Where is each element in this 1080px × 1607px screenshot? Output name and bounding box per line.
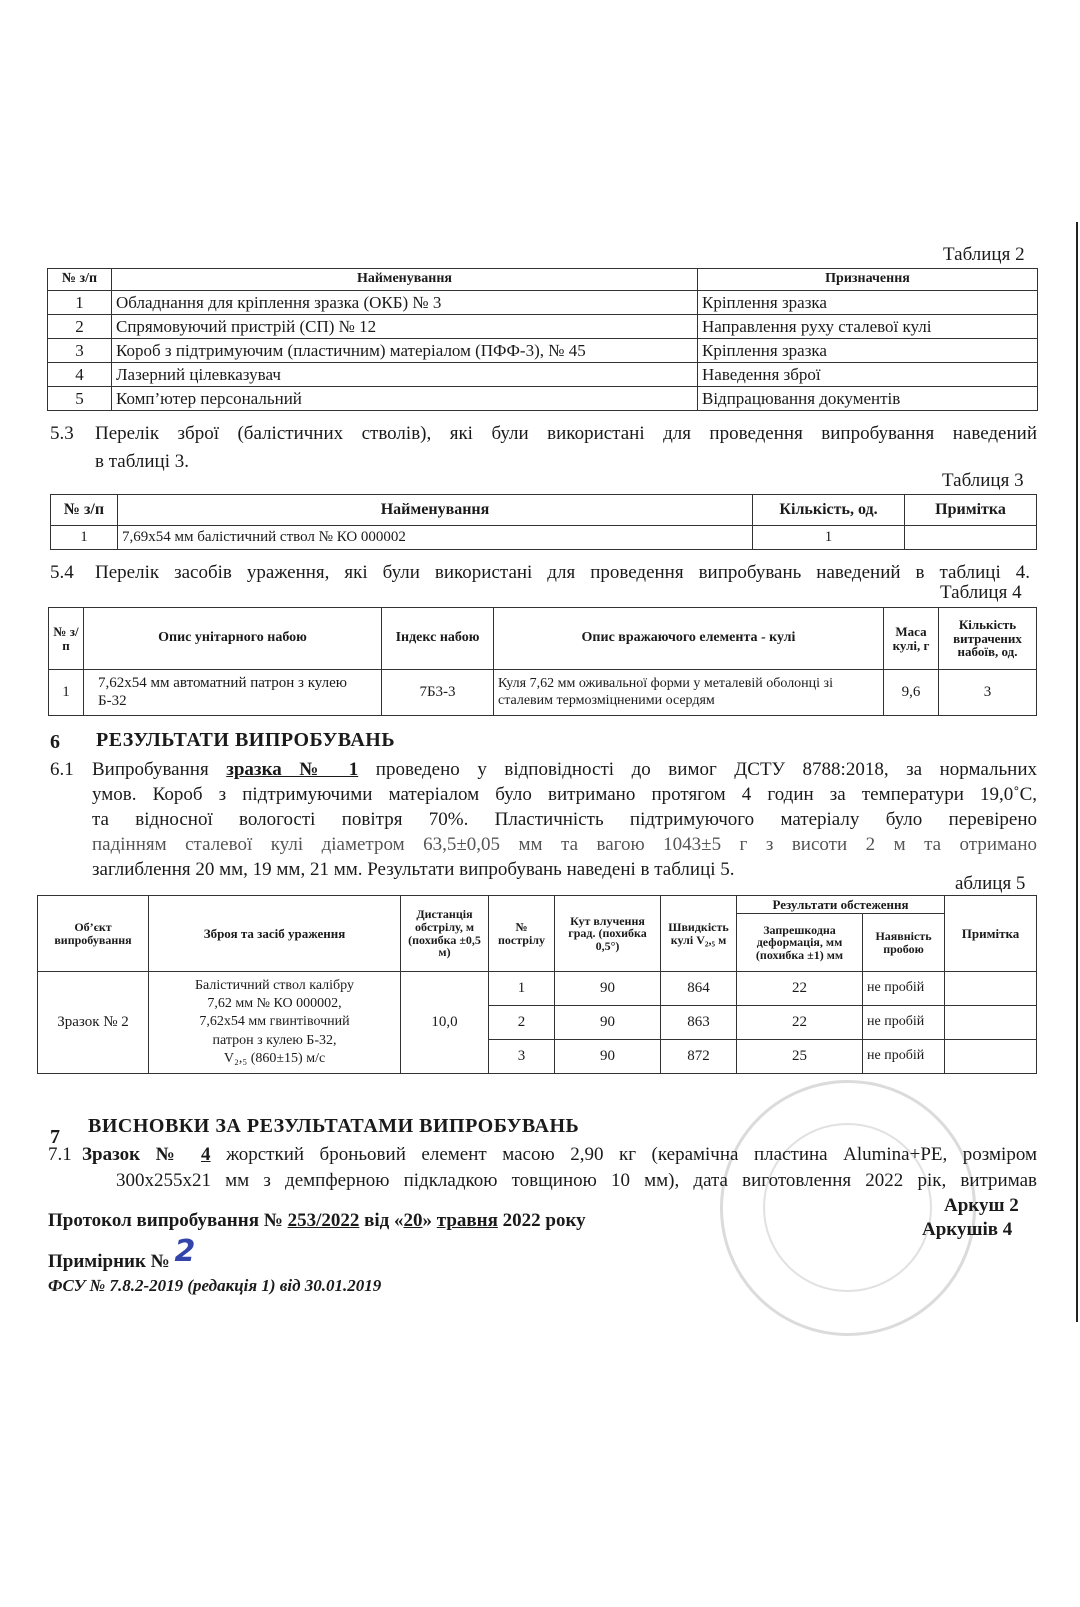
- protocol-day: 20: [403, 1210, 423, 1231]
- p61-number: 6.1: [50, 759, 74, 780]
- table4-caption: Таблиця 4: [940, 582, 1022, 603]
- p53-line1: Перелік зброї (балістичних стволів), які були використані для проведення випробування наведений: [95, 423, 1037, 444]
- p71-sample: Зразок №: [82, 1144, 202, 1165]
- table-cell: 3: [489, 1040, 555, 1074]
- table3-header-note: Примітка: [905, 495, 1037, 526]
- table-cell: 864: [661, 972, 737, 1006]
- table3-header-name: Найменування: [118, 495, 753, 526]
- table-cell: 2: [489, 1006, 555, 1040]
- p71-line1-rest: жорсткий броньовий елемент масою 2,90 кг (керамічна пластина Alumina+PE, розміром: [210, 1144, 1037, 1165]
- table-cell: не пробій: [863, 1040, 945, 1074]
- protocol-from: від «: [359, 1210, 404, 1231]
- table-cell: Короб з підтримуючим (пластичним) матеріалом (ПФФ-3), № 45: [112, 339, 698, 363]
- table-cell: 4: [48, 363, 112, 387]
- table4: [48, 607, 1037, 716]
- protocol-quote: »: [422, 1210, 437, 1231]
- table5-header-angle: Кут влучення град. (похибка 0,5°): [555, 896, 661, 972]
- p71-line1: [82, 1142, 1037, 1167]
- table-cell: 1: [49, 670, 84, 716]
- p53-number: 5.3: [50, 423, 74, 444]
- table5-header-results: Результати обстеження: [737, 896, 945, 914]
- table4-header-num: № з/п: [49, 608, 84, 670]
- sheet-number: Аркуш 2: [944, 1195, 1019, 1216]
- table-cell: Куля 7,62 мм оживальної форми у металевій оболонці зі сталевим термозміцненими осердям: [494, 670, 884, 716]
- table-cell: [945, 1006, 1037, 1040]
- p71-number: 7.1: [48, 1144, 72, 1165]
- table4-header-count: Кількість витрачених набоїв, од.: [939, 608, 1037, 670]
- table5: [37, 895, 1037, 1074]
- table-cell: 5: [48, 387, 112, 411]
- weapon-line: 7,62 мм № КО 000002,: [207, 996, 342, 1012]
- table4-header-cartridge: Опис унітарного набою: [84, 608, 382, 670]
- table-cell: 3: [48, 339, 112, 363]
- table-cell: не пробій: [863, 972, 945, 1006]
- table5-object: Зразок № 2: [38, 972, 149, 1074]
- p54-number: 5.4: [50, 562, 74, 583]
- table-cell: 90: [555, 1006, 661, 1040]
- sample-ref: зразка № 1: [226, 759, 359, 780]
- section6-number: 6: [50, 731, 61, 753]
- table5-weapon: [149, 972, 401, 1074]
- copy-label: Примірник №: [48, 1251, 175, 1272]
- table5-distance: 10,0: [401, 972, 489, 1074]
- table4-header-index: Індекс набою: [382, 608, 494, 670]
- table-cell: 1: [48, 291, 112, 315]
- table2-header-purpose: Призначення: [698, 269, 1038, 291]
- table-cell: [945, 972, 1037, 1006]
- weapon-line: 7,62х54 мм гвинтівочний: [199, 1014, 350, 1030]
- p61-line1-a: Випробування: [92, 759, 227, 780]
- table5-caption: аблиця 5: [955, 873, 1026, 894]
- table-cell: 7,69х54 мм балістичний ствол № КО 000002: [118, 526, 753, 550]
- table-cell: Спрямовуючий пристрій (СП) № 12: [112, 315, 698, 339]
- table3: [50, 494, 1037, 550]
- table2-header-num: № з/п: [48, 269, 112, 291]
- table-cell: Наведення зброї: [698, 363, 1038, 387]
- table-cell: 22: [737, 972, 863, 1006]
- table-cell: 7Б3-3: [382, 670, 494, 716]
- table5-header-deform: Запрешкодна деформація, мм (похибка ±1) мм: [737, 914, 863, 972]
- table-cell: 7,62х54 мм автоматний патрон з кулею Б-32: [84, 670, 382, 716]
- p71-sample-num: 4: [201, 1144, 211, 1165]
- sheet-total: Аркушів 4: [922, 1219, 1013, 1240]
- table-cell: Лазерний цілевказувач: [112, 363, 698, 387]
- p61-line2: умов. Короб з підтримуючими матеріалом було витримано протягом 4 годин за температури 19,0˚С,: [92, 784, 1037, 805]
- table5-header-object: Об’єкт випробування: [38, 896, 149, 972]
- protocol-label: Протокол випробування №: [48, 1210, 288, 1231]
- copy-number-handwritten: 2: [174, 1234, 196, 1269]
- p61-line3: та відносної вологості повітря 70%. Пластичність підтримуючого матеріалу було перевірено: [92, 809, 1037, 830]
- section7-title: ВИСНОВКИ ЗА РЕЗУЛЬТАТАМИ ВИПРОБУВАНЬ: [88, 1115, 580, 1137]
- table5-header-note: Примітка: [945, 896, 1037, 972]
- table5-header-penetration: Наявність пробою: [863, 914, 945, 972]
- p53-line2: в таблиці 3.: [95, 451, 189, 472]
- p61-line1-c: проведено у відповідності до вимог ДСТУ 8788:2018, за нормальних: [358, 759, 1037, 780]
- table3-header-num: № з/п: [51, 495, 118, 526]
- table4-header-bullet: Опис вражаючого елемента - кулі: [494, 608, 884, 670]
- round-stamp: [720, 1080, 976, 1336]
- table-cell: 2: [48, 315, 112, 339]
- table2-header-name: Найменування: [112, 269, 698, 291]
- protocol-month: травня: [436, 1210, 498, 1231]
- table-cell: Комп’ютер персональний: [112, 387, 698, 411]
- table-cell: 1: [489, 972, 555, 1006]
- weapon-line: Балістичний ствол калібру: [195, 978, 354, 994]
- table-cell: Обладнання для кріплення зразка (ОКБ) № 3: [112, 291, 698, 315]
- protocol-number: 253/2022: [287, 1210, 360, 1231]
- table-cell: 1: [51, 526, 118, 550]
- weapon-line: V₂,₅ (860±15) м/с: [223, 1050, 326, 1066]
- table-cell: Направлення руху сталевої кулі: [698, 315, 1038, 339]
- p54-text: Перелік засобів ураження, які були використані для проведення випробувань наведений в таблиці 4.: [95, 562, 1030, 583]
- p61-line4: падінням сталевої кулі діаметром 63,5±0,05 мм та вагою 1043±5 г з висоти 2 м та отримано: [92, 834, 1037, 855]
- table-cell: 9,6: [884, 670, 939, 716]
- table5-header-speed: Швидкість кулі V₂,₅ м: [661, 896, 737, 972]
- table-cell: не пробій: [863, 1006, 945, 1040]
- section7-number: 7: [50, 1126, 61, 1148]
- table-cell: Кріплення зразка: [698, 291, 1038, 315]
- table-cell: 25: [737, 1040, 863, 1074]
- table-cell: [945, 1040, 1037, 1074]
- fsu-reference: ФСУ № 7.8.2-2019 (редакція 1) від 30.01.2019: [48, 1276, 382, 1295]
- protocol-year: 2022 року: [497, 1210, 586, 1231]
- section6-title: РЕЗУЛЬТАТИ ВИПРОБУВАНЬ: [96, 729, 396, 751]
- table-cell: 90: [555, 1040, 661, 1074]
- table-cell: 1: [753, 526, 905, 550]
- table-cell: 872: [661, 1040, 737, 1074]
- page-edge-line: [1076, 222, 1078, 1322]
- table2: [47, 268, 1038, 411]
- weapon-line: патрон з кулею Б-32,: [212, 1032, 337, 1048]
- table-cell: Кріплення зразка: [698, 339, 1038, 363]
- copy-line: [48, 1234, 196, 1275]
- table3-header-qty: Кількість, од.: [753, 495, 905, 526]
- table5-header-shot: № пострілу: [489, 896, 555, 972]
- table-cell: [905, 526, 1037, 550]
- protocol-line: [48, 1210, 586, 1232]
- table-cell: 90: [555, 972, 661, 1006]
- table4-header-mass: Маса кулі, г: [884, 608, 939, 670]
- table-cell: 3: [939, 670, 1037, 716]
- table5-header-weapon: Зброя та засіб ураження: [149, 896, 401, 972]
- p71-line2: 300х255х21 мм з демпферною підкладкою товщиною 10 мм), дата виготовлення 2022 рік, витримав: [116, 1170, 1037, 1191]
- p61-line1: [92, 757, 1037, 782]
- table2-caption: Таблиця 2: [943, 244, 1025, 265]
- table-cell: Відпрацювання документів: [698, 387, 1038, 411]
- table5-header-distance: Дистанція обстрілу, м (похибка ±0,5 м): [401, 896, 489, 972]
- p61-line5: заглиблення 20 мм, 19 мм, 21 мм. Результати випробувань наведені в таблиці 5.: [92, 859, 735, 880]
- table-cell: 22: [737, 1006, 863, 1040]
- table3-caption: Таблиця 3: [942, 470, 1024, 491]
- table-cell: 863: [661, 1006, 737, 1040]
